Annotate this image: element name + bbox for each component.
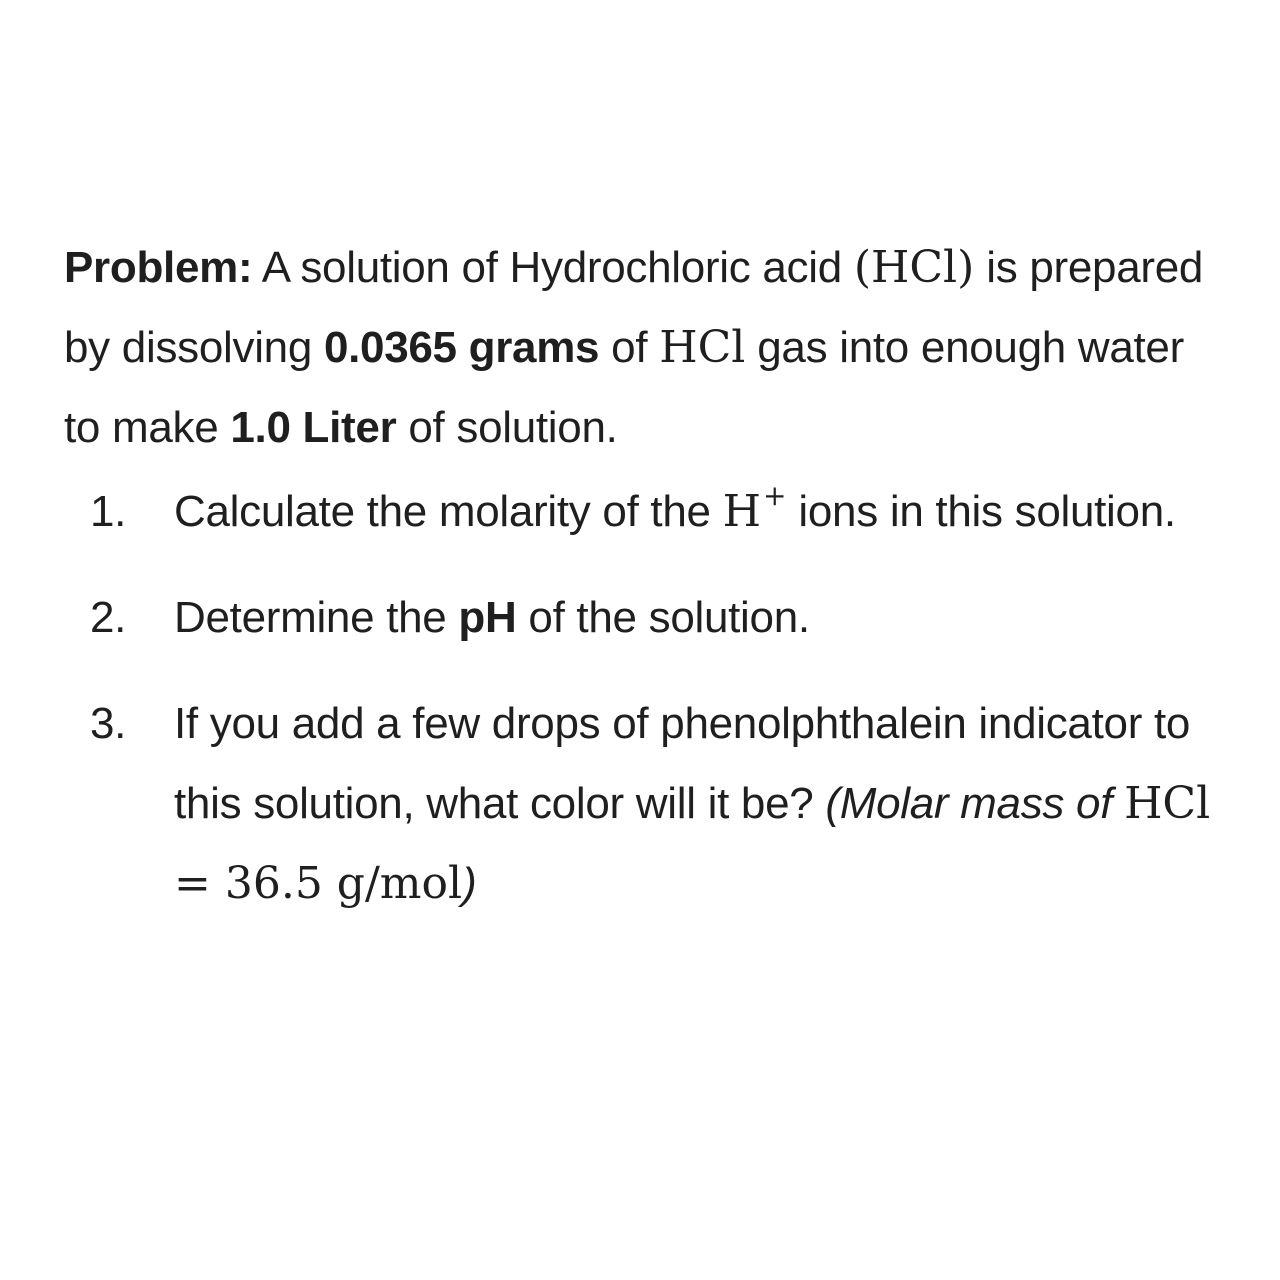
problem-text-1: A solution of Hydrochloric acid (261, 243, 842, 292)
question-number: 3. (90, 699, 127, 748)
problem-text-3: of (611, 323, 648, 372)
question-text (174, 472, 1224, 552)
problem-statement (64, 228, 1224, 468)
problem-text-2: is prepared by dissolving (64, 243, 1204, 372)
list-item (64, 578, 1224, 658)
volume-value: 1.0 Liter (230, 403, 397, 452)
document-body (64, 228, 1224, 950)
note-close: ) (462, 859, 477, 908)
mass-value: 0.0365 grams (323, 323, 600, 372)
problem-text-4: gas into enough water to make (64, 323, 1184, 452)
question-list (64, 472, 1224, 924)
question-1-text-after: ions in this solution. (798, 487, 1176, 536)
question-text (174, 684, 1224, 924)
question-2-text-before: Determine the (174, 593, 447, 642)
formula-h-charge: + (763, 479, 787, 512)
list-item (64, 684, 1224, 924)
question-3-text: If you add a few drops of phenolphthalein indicator to this solution, what color will it be? (174, 699, 1191, 828)
note-open: (Molar mass of (825, 779, 1113, 828)
question-1-text-before: Calculate the molarity of the (174, 487, 711, 536)
question-number: 2. (90, 593, 127, 642)
problem-label: Problem: (64, 243, 253, 292)
ph-term: pH (458, 593, 517, 642)
formula-hcl-2: HCl (659, 322, 746, 373)
formula-hcl: (HCl) (853, 242, 975, 293)
question-text (174, 578, 1224, 658)
question-number: 1. (90, 487, 127, 536)
formula-molar-mass: HCl = 36.5 g/mol (174, 778, 1211, 909)
list-item (64, 472, 1224, 552)
formula-h-base: H (722, 486, 761, 537)
formula-h-plus (722, 479, 787, 537)
question-2-text-after: of the solution. (528, 593, 810, 642)
problem-text-5: of solution. (408, 403, 618, 452)
